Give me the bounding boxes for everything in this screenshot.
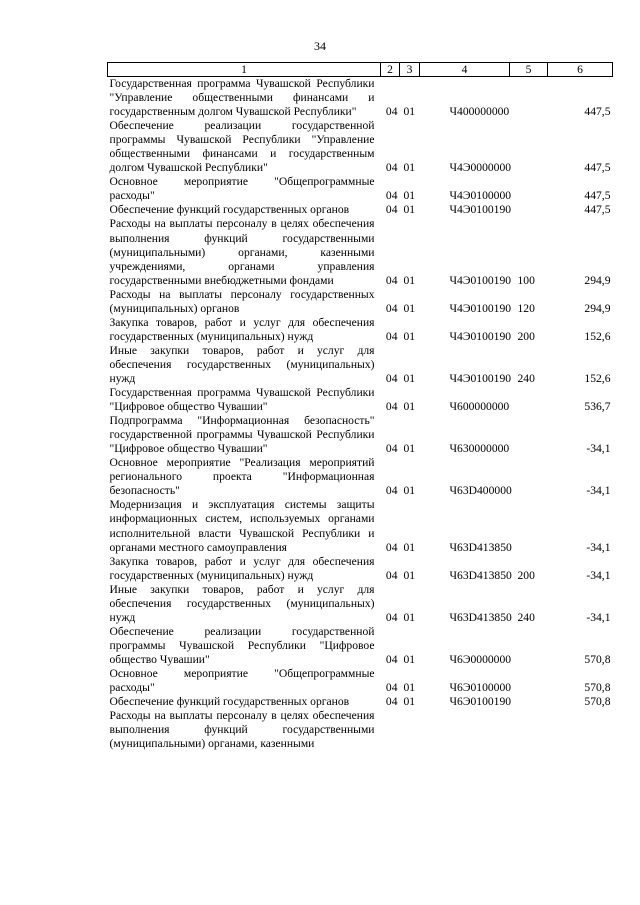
row-name-cell: Закупка товаров, работ и услуг для обеспечения государственных (муниципальных) нужд xyxy=(109,315,375,343)
table-row xyxy=(108,583,613,625)
row-name-cell: Расходы на выплаты персоналу в целях обеспечения выполнения функций государственными (муниципальными) органами, казенными xyxy=(109,709,375,751)
row-subsection-cell: 01 xyxy=(403,610,416,624)
row-section-cell: 04 xyxy=(385,189,398,203)
row-expense-type-cell xyxy=(510,625,548,667)
row-amount-cell: -34,1 xyxy=(586,540,611,554)
row-amount-cell: -34,1 xyxy=(586,484,611,498)
row-target-code-cell: Ч63D413850 xyxy=(449,540,512,554)
row-name-cell: Иные закупки товаров, работ и услуг для обеспечения государственных (муниципальных) нужд xyxy=(109,582,375,624)
column-header-expense-type: 5 xyxy=(510,63,548,77)
row-amount-cell: 294,9 xyxy=(584,301,611,315)
row-section-cell: 04 xyxy=(385,568,398,582)
row-expense-type-cell xyxy=(510,498,548,554)
row-section-cell: 04 xyxy=(385,400,398,414)
row-amount-cell: -34,1 xyxy=(586,568,611,582)
row-subsection-cell: 01 xyxy=(403,273,416,287)
row-target-code-cell xyxy=(420,709,510,751)
row-amount-cell: 570,8 xyxy=(584,652,611,666)
row-subsection-cell: 01 xyxy=(403,189,416,203)
row-target-code-cell: Ч6Э0100190 xyxy=(449,695,512,709)
row-amount-cell: 447,5 xyxy=(584,203,611,217)
column-header-section: 2 xyxy=(381,63,400,77)
row-subsection-cell: 01 xyxy=(403,161,416,175)
row-expense-type-cell xyxy=(510,77,548,120)
row-name-cell: Расходы на выплаты персоналу государственных (муниципальных) органов xyxy=(109,287,375,315)
row-section-cell: 04 xyxy=(385,161,398,175)
table-row xyxy=(108,386,613,414)
table-row xyxy=(108,709,613,751)
row-target-code-cell: Ч4Э0100190 xyxy=(449,329,512,343)
row-target-code-cell: Ч4Э0000000 xyxy=(449,161,512,175)
row-name-cell: Расходы на выплаты персоналу в целях обеспечения выполнения функций государственными (муниципальными) органами, казенными учреждениями, органами управления государственными внебюджетными фондами xyxy=(109,217,375,287)
row-subsection-cell xyxy=(400,709,420,751)
row-expense-type-cell xyxy=(510,709,548,751)
row-subsection-cell: 01 xyxy=(403,540,416,554)
row-name-cell: Подпрограмма "Информационная безопасность" государственной программы Чувашской Республики "Цифровое общество Чувашии" xyxy=(109,414,375,456)
row-section-cell: 04 xyxy=(385,329,398,343)
table-row xyxy=(108,344,613,386)
table-row xyxy=(108,667,613,695)
row-expense-type-cell: 240 xyxy=(517,371,535,385)
row-amount-cell: 152,6 xyxy=(584,329,611,343)
row-target-code-cell: Ч4Э0100000 xyxy=(449,189,512,203)
row-expense-type-cell: 200 xyxy=(517,568,535,582)
row-name-cell: Обеспечение функций государственных органов xyxy=(109,203,350,217)
row-section-cell: 04 xyxy=(385,610,398,624)
row-section-cell: 04 xyxy=(385,203,398,217)
table-row xyxy=(108,77,613,120)
row-expense-type-cell xyxy=(510,414,548,456)
row-subsection-cell: 01 xyxy=(403,681,416,695)
row-name-cell: Обеспечение реализации государственной программы Чувашской Республики "Цифровое общество Чувашии" xyxy=(109,624,375,666)
row-section-cell: 04 xyxy=(385,681,398,695)
row-target-code-cell: Ч6Э0100000 xyxy=(449,681,512,695)
row-name-cell: Основное мероприятие "Общепрограммные расходы" xyxy=(109,666,375,695)
row-amount-cell: 447,5 xyxy=(584,105,611,119)
row-name-cell: Модернизация и эксплуатация системы защиты информационных систем, используемых органами исполнительной власти Чувашской Республики и органами местного самоуправления xyxy=(109,498,375,554)
table-row xyxy=(108,203,613,217)
table-row xyxy=(108,414,613,456)
table-row xyxy=(108,498,613,554)
row-expense-type-cell xyxy=(510,386,548,414)
row-name-cell: Государственная программа Чувашской Республики "Цифровое общество Чувашии" xyxy=(109,386,375,414)
table-row xyxy=(108,555,613,583)
row-name-cell: Основное мероприятие "Общепрограммные расходы" xyxy=(109,175,375,203)
row-expense-type-cell: 100 xyxy=(517,273,535,287)
row-target-code-cell: Ч4Э0100190 xyxy=(449,301,512,315)
row-name-cell: Основное мероприятие "Реализация мероприятий регионального проекта "Информационная безопасность" xyxy=(109,456,375,498)
row-section-cell: 04 xyxy=(385,652,398,666)
row-target-code-cell: Ч63D413850 xyxy=(449,568,512,582)
row-target-code-cell: Ч600000000 xyxy=(449,400,510,414)
page-number: 34 xyxy=(314,39,326,53)
row-name-cell: Государственная программа Чувашской Республики "Управление общественными финансами и государственным долгом Чувашской Республики" xyxy=(109,77,375,119)
header-row xyxy=(108,63,613,77)
table-row xyxy=(108,695,613,709)
row-name-cell: Обеспечение функций государственных органов xyxy=(109,695,350,709)
row-subsection-cell: 01 xyxy=(403,371,416,385)
row-amount-cell: -34,1 xyxy=(586,442,611,456)
table-row xyxy=(108,456,613,498)
table-row xyxy=(108,316,613,344)
row-expense-type-cell: 240 xyxy=(517,610,535,624)
row-subsection-cell: 01 xyxy=(403,695,416,709)
table-row xyxy=(108,288,613,316)
table-row xyxy=(108,175,613,203)
row-section-cell xyxy=(381,709,400,751)
column-header-name: 1 xyxy=(108,63,381,77)
row-subsection-cell: 01 xyxy=(403,400,416,414)
row-section-cell: 04 xyxy=(385,301,398,315)
row-target-code-cell: Ч4Э0100190 xyxy=(449,371,512,385)
row-expense-type-cell xyxy=(510,456,548,498)
table-row xyxy=(108,217,613,287)
row-name-cell: Обеспечение реализации государственной программы Чувашской Республики "Управление общественными финансами и государственным долгом Чувашской Республики" xyxy=(109,119,375,175)
row-section-cell: 04 xyxy=(385,695,398,709)
row-expense-type-cell xyxy=(510,667,548,695)
row-expense-type-cell xyxy=(510,203,548,217)
row-target-code-cell: Ч4Э0100190 xyxy=(449,203,512,217)
row-amount-cell: -34,1 xyxy=(586,610,611,624)
row-amount-cell: 294,9 xyxy=(584,273,611,287)
row-expense-type-cell: 120 xyxy=(517,301,535,315)
row-subsection-cell: 01 xyxy=(403,442,416,456)
budget-table xyxy=(107,62,613,751)
row-expense-type-cell xyxy=(510,119,548,175)
row-target-code-cell: Ч4Э0100190 xyxy=(449,273,512,287)
row-amount-cell: 536,7 xyxy=(584,400,611,414)
row-section-cell: 04 xyxy=(385,540,398,554)
column-header-target-code: 4 xyxy=(420,63,510,77)
row-target-code-cell: Ч6Э0000000 xyxy=(449,652,512,666)
row-target-code-cell: Ч63D400000 xyxy=(449,484,512,498)
row-expense-type-cell xyxy=(510,695,548,709)
row-subsection-cell: 01 xyxy=(403,652,416,666)
row-amount-cell: 152,6 xyxy=(584,371,611,385)
row-section-cell: 04 xyxy=(385,105,398,119)
row-target-code-cell: Ч400000000 xyxy=(449,105,510,119)
row-subsection-cell: 01 xyxy=(403,568,416,582)
row-amount-cell: 447,5 xyxy=(584,161,611,175)
row-subsection-cell: 01 xyxy=(403,301,416,315)
row-subsection-cell: 01 xyxy=(403,105,416,119)
row-section-cell: 04 xyxy=(385,442,398,456)
row-name-cell: Закупка товаров, работ и услуг для обеспечения государственных (муниципальных) нужд xyxy=(109,554,375,582)
table-row xyxy=(108,119,613,175)
row-expense-type-cell xyxy=(510,175,548,203)
row-name-cell: Иные закупки товаров, работ и услуг для обеспечения государственных (муниципальных) нужд xyxy=(109,343,375,385)
table-row xyxy=(108,625,613,667)
row-target-code-cell: Ч63D413850 xyxy=(449,610,512,624)
row-amount-cell: 570,8 xyxy=(584,695,611,709)
row-subsection-cell: 01 xyxy=(403,329,416,343)
row-amount-cell: 447,5 xyxy=(584,189,611,203)
row-subsection-cell: 01 xyxy=(403,203,416,217)
row-expense-type-cell: 200 xyxy=(517,329,535,343)
row-target-code-cell: Ч630000000 xyxy=(449,442,510,456)
row-amount-cell xyxy=(548,709,613,751)
column-header-subsection: 3 xyxy=(400,63,420,77)
row-section-cell: 04 xyxy=(385,371,398,385)
row-section-cell: 04 xyxy=(385,273,398,287)
row-section-cell: 04 xyxy=(385,484,398,498)
row-amount-cell: 570,8 xyxy=(584,681,611,695)
row-subsection-cell: 01 xyxy=(403,484,416,498)
column-header-amount: 6 xyxy=(548,63,613,77)
